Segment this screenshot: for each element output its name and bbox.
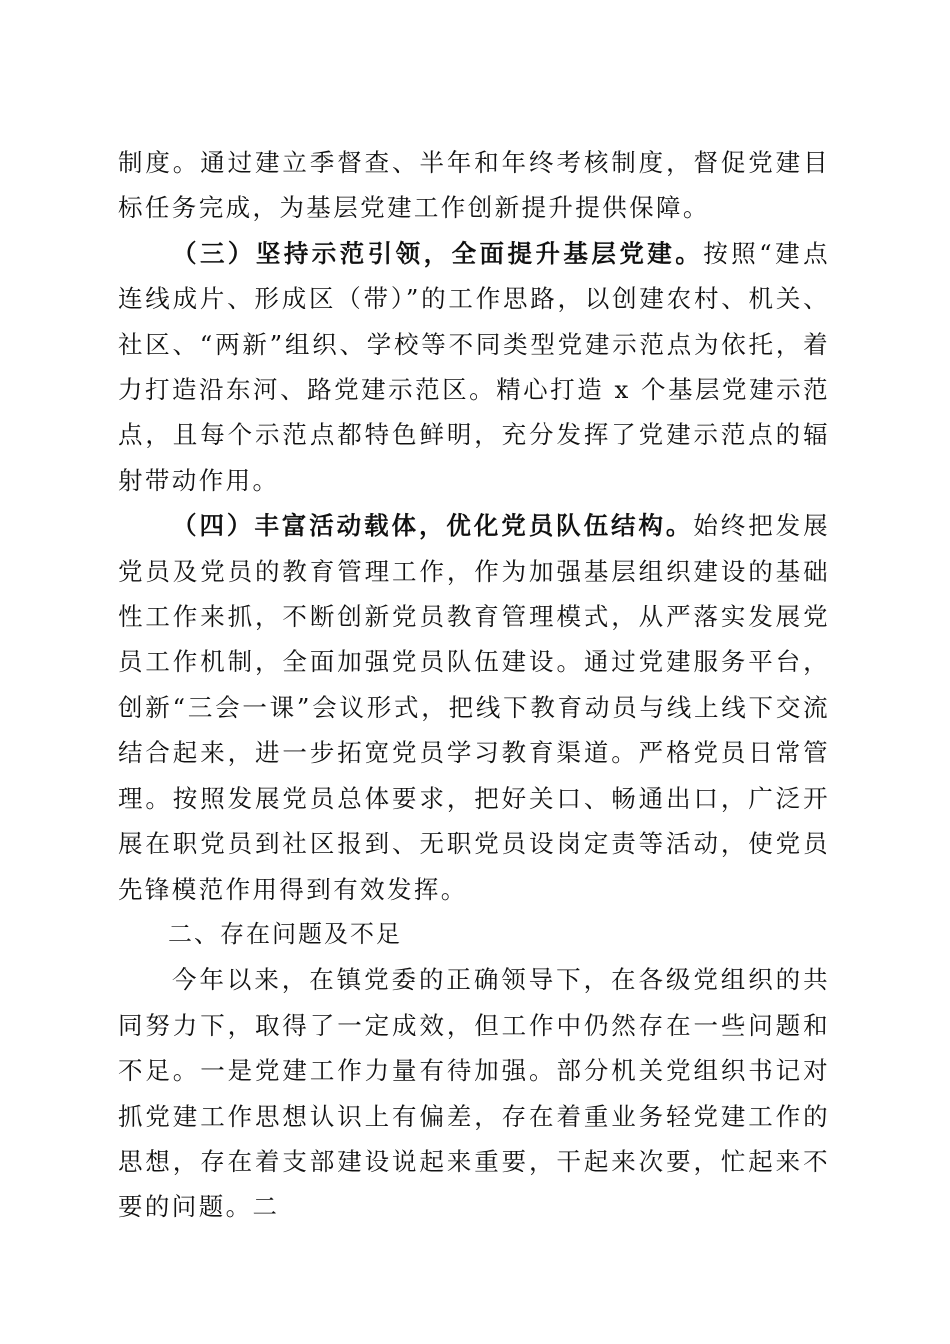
paragraph-text: 制度。通过建立季督查、半年和年终考核制度，督促党建目标任务完成，为基层党建工作创新提升提供保障。 [118, 148, 830, 223]
paragraph-demonstration [118, 231, 830, 503]
paragraph-activities [118, 503, 830, 912]
paragraph-text: 按照“建点连线成片、形成区（带）”的工作思路，以创建农村、机关、社区、“两新”组织、学校等不同类型党建示范点为依托，着力打造沿东河、路党建示范区。精心打造 x 个基层党建示范点，且每个示范点都特色鲜明，充分发挥了党建示范点的辐射带动作用。 [118, 238, 830, 495]
paragraph-lead: （四）丰富活动载体，优化党员队伍结构。 [172, 511, 694, 541]
paragraph-problems [118, 957, 830, 1229]
paragraph-text: 始终把发展党员及党员的教育管理工作，作为加强基层组织建设的基础性工作来抓，不断创新党员教育管理模式，从严落实发展党员工作机制，全面加强党员队伍建设。通过党建服务平台，创新“三会一课”会议形式，把线下教育动员与线上线下交流结合起来，进一步拓宽党员学习教育渠道。严格党员日常管理。按照发展党员总体要求，把好关口、畅通出口，广泛开展在职党员到社区报到、无职党员设岗定责等活动，使党员先锋模范作用得到有效发挥。 [118, 511, 830, 904]
document-body [118, 140, 830, 1230]
paragraph-text: 今年以来，在镇党委的正确领导下，在各级党组织的共同努力下，取得了一定成效，但工作中仍然存在一些问题和不足。一是党建工作力量有待加强。部分机关党组织书记对抓党建工作思想认识上有偏差，存在着重业务轻党建工作的思想，存在着支部建设说起来重要，干起来次要，忙起来不要的问题。二 [118, 965, 830, 1222]
paragraph-continuation [118, 140, 830, 231]
section-heading: 二、存在问题及不足 [168, 919, 402, 948]
paragraph-lead: （三）坚持示范引领，全面提升基层党建。 [172, 238, 704, 268]
